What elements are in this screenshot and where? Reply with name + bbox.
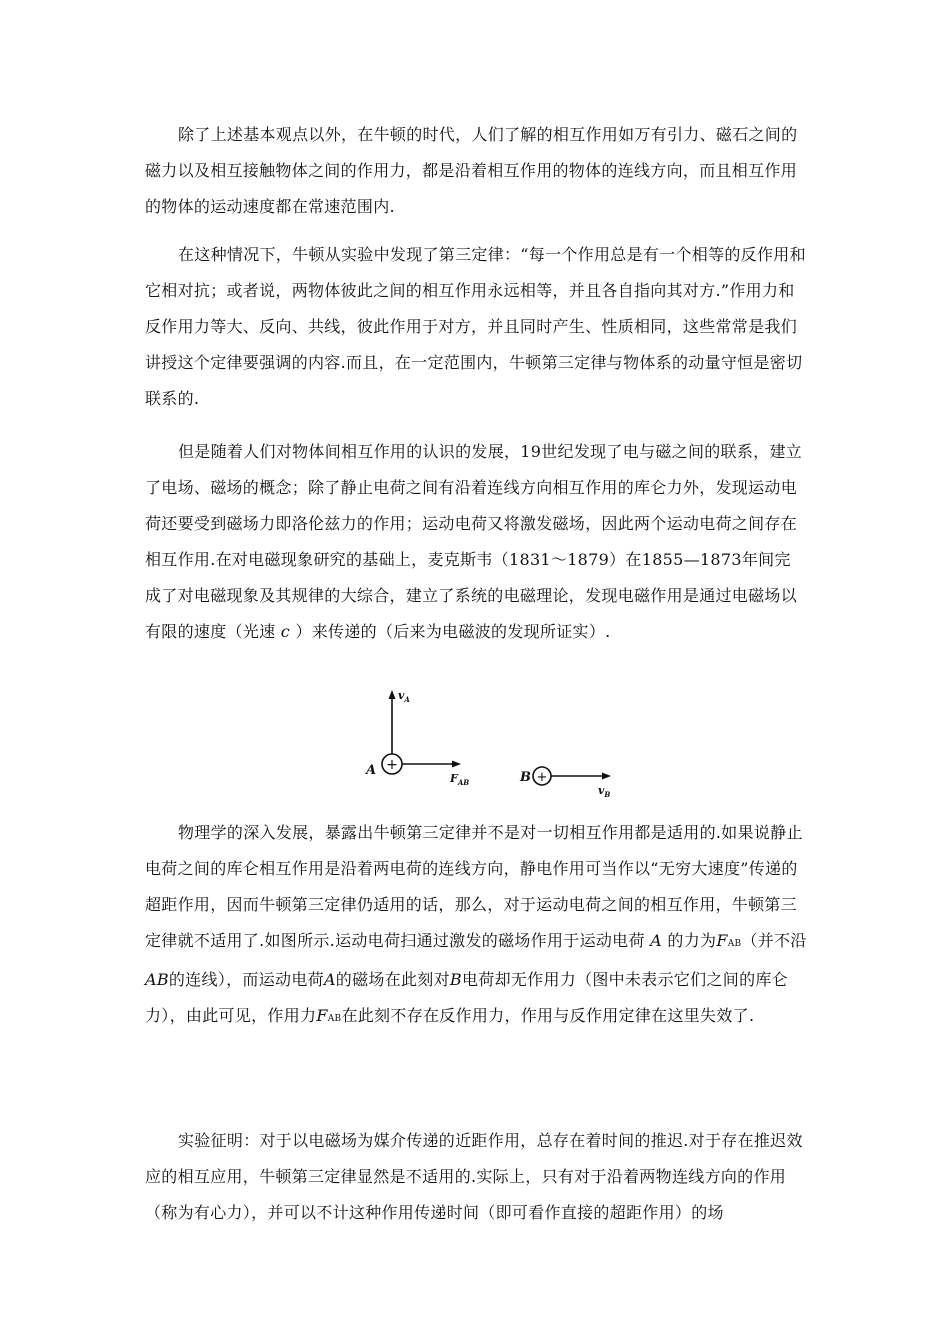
paragraph-4-text-d: 的连线），而运动电荷 — [168, 970, 324, 989]
velocity-a-label-main: v — [398, 689, 405, 702]
paragraph-5-text: 实验征明：对于以电磁场为媒介传递的近距作用，总存在着时间的推迟.对于存在推迟效应的相互应用，牛顿第三定律显然是不适用的.实际上，只有对于沿着两物连线方向的作用（称为有心力），并可以不计这种作用传递时间（即可看作直接的超距作用）的场 — [145, 1131, 803, 1222]
charge-a-sign: + — [386, 757, 398, 773]
paragraph-3 — [145, 434, 807, 650]
charge-a-label: A — [366, 763, 377, 778]
force-symbol-2-sub: AB — [327, 1014, 342, 1024]
figure-svg — [360, 688, 620, 804]
velocity-b-label-main: v — [598, 784, 605, 797]
paragraph-3-text-a: 但是随着人们对物体间相互作用的认识的发展，19世纪发现了电与磁之间的联系，建立了电场、磁场的概念；除了静止电荷之间有沿着连线方向相互作用的库仑力外，发现运动电荷还要受到磁场力即洛伦兹力的作用；运动电荷又将激发磁场，因此两个运动电荷之间存在相互作用.在对电磁现象研究的基础上，麦克斯韦（1831～1879）在1855—1873年间完成了对电磁现象及其规律的大综合，建立了系统的电磁理论，发现电磁作用是通过电磁场以有限的速度（光速 — [145, 442, 803, 641]
paragraph-4 — [145, 815, 807, 1037]
paragraph-4-text-c: （并不沿 — [741, 931, 807, 950]
velocity-b-label-sub: B — [604, 790, 611, 799]
force-ab-label-main: F — [450, 772, 458, 785]
force-ab-label-sub: AB — [457, 778, 470, 787]
velocity-a-label-sub: A — [404, 695, 410, 704]
velocity-a-label — [398, 689, 410, 704]
paragraph-2 — [145, 237, 807, 417]
paragraph-1-text: 除了上述基本观点以外，在牛顿的时代，人们了解的相互作用如万有引力、磁石之间的磁力以及相互接触物体之间的作用力，都是沿着相互作用的物体的连线方向，而且相互作用的物体的运动速度都在常速范围内. — [145, 125, 798, 216]
paragraph-5 — [145, 1123, 807, 1231]
paragraph-4-text-g: 在此刻不存在反作用力，作用与反作用定律在这里失效了. — [341, 1006, 755, 1025]
paragraph-2-text: 在这种情况下，牛顿从实验中发现了第三定律：“每一个作用总是有一个相等的反作用和它相对抗；或者说，两物体彼此之间的相互作用永远相等，并且各自指向其对方.”作用力和反作用力等大、反向、共线，彼此作用于对方，并且同时产生、性质相同，这些常常是我们讲授这个定律要强调的内容.而且，在一定范围内，牛顿第三定律与物体系的动量守恒是密切联系的. — [145, 245, 806, 408]
velocity-a-arrowhead — [389, 690, 396, 699]
charge-b-symbol: B — [449, 970, 462, 989]
paragraph-4-text-f: 电荷却无作用力（图中未表示它们之间的库仑力），由此可见，作用力 — [145, 970, 788, 1025]
charge-b-label: B — [520, 770, 531, 785]
velocity-b-label — [598, 784, 610, 799]
paragraph-3-text-b: ）来传递的（后来为电磁波的发现所证实）. — [295, 622, 611, 641]
paragraph-1 — [145, 117, 807, 225]
velocity-b-arrowhead — [602, 773, 611, 780]
force-ab-label — [449, 772, 469, 787]
force-symbol-1: F — [716, 931, 728, 950]
speed-of-light-symbol: c — [280, 622, 291, 641]
charge-a-symbol-2: A — [323, 970, 336, 989]
force-symbol-2: F — [316, 1006, 328, 1025]
ab-line-symbol: AB — [145, 970, 169, 989]
charge-b-sign: + — [536, 770, 548, 785]
force-ab-arrowhead — [452, 761, 461, 768]
paragraph-4-text-b: 的力为 — [667, 931, 717, 950]
paragraph-4-text-e: 的磁场在此刻对 — [335, 970, 450, 989]
charges-force-figure — [360, 688, 620, 804]
paragraph-4-text-a: 物理学的深入发展，暴露出牛顿第三定律并不是对一切相互作用都是适用的.如果说静止电荷之间的库仑相互作用是沿着两电荷的连线方向，静电作用可当作以“无穷大速度”传递的超距作用，因而牛顿第三定律仍适用的话，那么，对于运动电荷之间的相互作用，牛顿第三定律就不适用了.如图所示.运动电荷扫通过激发的磁场作用于运动电荷 — [145, 823, 803, 950]
force-symbol-1-sub: AB — [727, 939, 742, 949]
charge-a-symbol-1: A — [650, 931, 663, 950]
